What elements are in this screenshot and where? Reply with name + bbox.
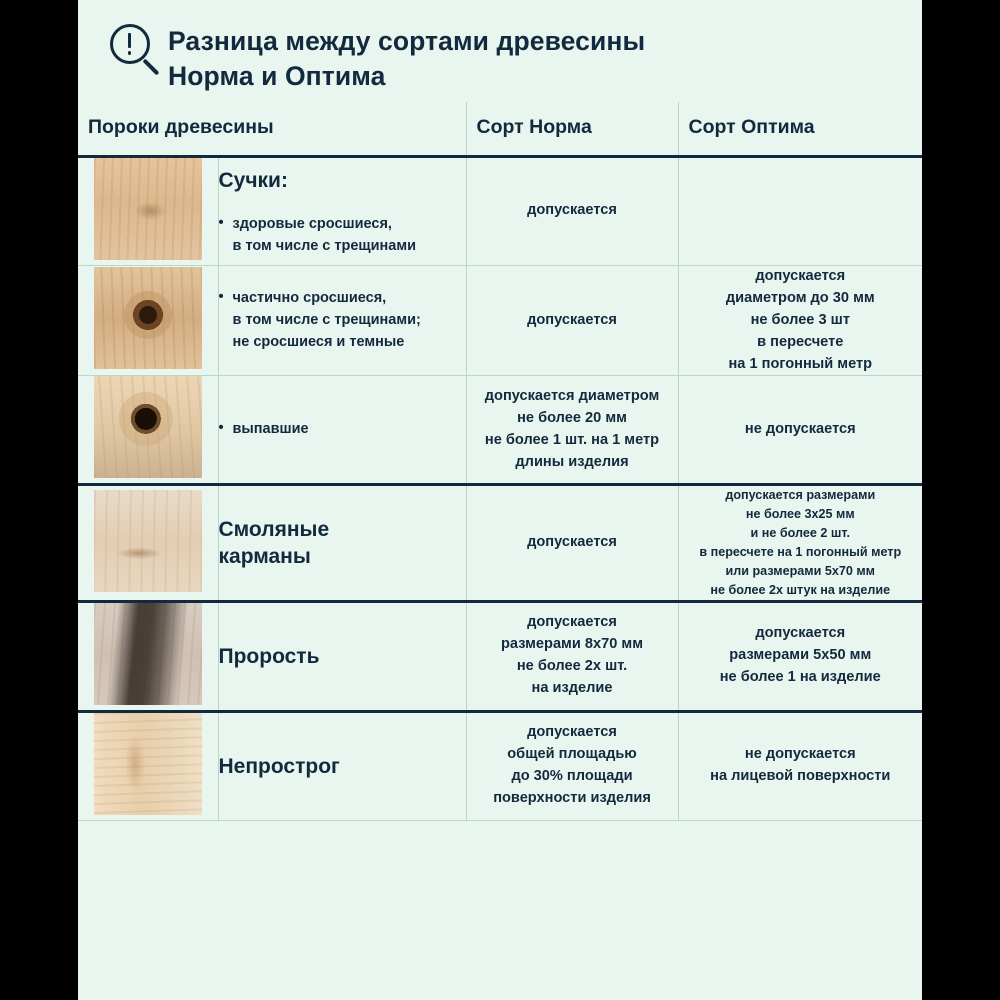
- optima-line: и не более 2 шт.: [750, 526, 850, 541]
- defect-bullet: [219, 288, 466, 353]
- optima-value-cell: [678, 485, 922, 601]
- table-row: [78, 156, 922, 265]
- page-header: [78, 0, 922, 102]
- optima-line: в пересчете на 1 погонный метр: [699, 545, 902, 560]
- optima-line: не более 1 на изделие: [719, 669, 881, 686]
- page-title-line-1: Разница между сортами древесины: [168, 26, 646, 56]
- table-row: [78, 376, 922, 485]
- table-header-row: [78, 102, 922, 157]
- optima-line: не более 2х штук на изделие: [710, 582, 891, 597]
- column-header-norma: Сорт Норма: [466, 102, 678, 157]
- defect-bullet: [219, 419, 466, 441]
- defect-image-cell: [78, 601, 218, 711]
- defect-line: • выпавшие: [232, 421, 309, 438]
- defect-line: • частично сросшиеся,: [232, 290, 387, 307]
- defect-image-cell: [78, 711, 218, 820]
- table-body: [78, 156, 922, 820]
- defect-name-cell: [218, 485, 466, 601]
- norma-line: общей площадью: [507, 746, 637, 763]
- defect-line: в том числе с трещинами: [232, 238, 417, 255]
- optima-line: не допускается: [744, 746, 856, 763]
- defect-name-cell: [218, 601, 466, 711]
- defect-image-cell: [78, 485, 218, 601]
- optima-line: в пересчете: [757, 333, 844, 350]
- defect-line: • здоровые сросшиеся,: [232, 216, 392, 233]
- norma-line: на изделие: [531, 680, 613, 697]
- optima-line: на 1 погонный метр: [728, 355, 873, 372]
- optima-line: на лицевой поверхности: [710, 768, 891, 785]
- defect-image-cell: [78, 265, 218, 375]
- norma-line: не более 1 шт. на 1 метр: [484, 431, 660, 448]
- defect-description-cell: [218, 376, 466, 485]
- table-header: [78, 102, 922, 157]
- norma-value-cell: [466, 711, 678, 820]
- wood-grade-comparison-table: [78, 102, 922, 821]
- norma-line: допускается: [527, 202, 617, 219]
- optima-value-cell: [678, 601, 922, 711]
- optima-line: не более 3 шт: [750, 311, 850, 328]
- wood-resin-pocket-swatch: [94, 490, 202, 592]
- optima-value-cell: [678, 156, 922, 265]
- norma-value-cell: [466, 265, 678, 375]
- defect-name-line: Непрострог: [218, 754, 340, 778]
- optima-line: размерами 5х50 мм: [729, 647, 872, 664]
- norma-line: не более 20 мм: [517, 410, 627, 426]
- norma-line: размерами 8х70 мм: [501, 636, 643, 653]
- table-row: [78, 711, 922, 820]
- defect-image-cell: [78, 156, 218, 265]
- norma-line: допускается: [527, 311, 617, 328]
- page-title-line-2: Норма и Оптима: [168, 60, 386, 91]
- optima-value-cell: [678, 376, 922, 485]
- defect-bullet: [219, 214, 466, 258]
- wood-bark-pocket-swatch: [94, 603, 202, 705]
- defect-line: не сросшиеся и темные: [232, 333, 405, 350]
- optima-line: или размерами 5х70 мм: [725, 563, 876, 578]
- norma-line: допускается диаметром: [484, 388, 660, 405]
- norma-line: допускается: [527, 534, 617, 551]
- defect-image-cell: [78, 376, 218, 485]
- table-row: [78, 485, 922, 601]
- table-row: [78, 265, 922, 375]
- wood-knot-healthy-swatch: [94, 158, 202, 260]
- defect-line: в том числе с трещинами;: [232, 311, 421, 328]
- optima-value-cell: [678, 711, 922, 820]
- optima-line: не более 3х25 мм: [745, 507, 855, 522]
- wood-unplaned-swatch: [94, 713, 202, 815]
- optima-line: допускается: [755, 267, 846, 284]
- infographic-page: [78, 0, 922, 1000]
- norma-line: длины изделия: [515, 453, 629, 470]
- wood-knot-hole-swatch: [94, 376, 202, 478]
- norma-line: не более 2х шт.: [516, 658, 628, 675]
- optima-line: диаметром до 30 мм: [725, 289, 875, 306]
- optima-line: допускается размерами: [725, 488, 876, 503]
- norma-value-cell: [466, 156, 678, 265]
- column-header-defect: Пороки древесины: [78, 102, 466, 157]
- defect-name-line: Прорость: [218, 644, 320, 668]
- defect-group-title: Сучки:: [218, 168, 288, 192]
- norma-line: допускается: [527, 724, 617, 741]
- defect-description-cell: [218, 156, 466, 265]
- norma-line: поверхности изделия: [493, 790, 651, 807]
- optima-line: не допускается: [744, 420, 856, 437]
- defect-name-cell: [218, 711, 466, 820]
- norma-value-cell: [466, 485, 678, 601]
- defect-name-line: карманы: [218, 545, 311, 569]
- norma-line: до 30% площади: [511, 768, 633, 785]
- norma-value-cell: [466, 601, 678, 711]
- optima-line: допускается: [755, 625, 846, 642]
- table-row: [78, 601, 922, 711]
- optima-value-cell: [678, 265, 922, 375]
- column-header-optima: Сорт Оптима: [678, 102, 922, 157]
- norma-value-cell: [466, 376, 678, 485]
- defect-description-cell: [218, 265, 466, 375]
- wood-knot-partial-swatch: [94, 267, 202, 369]
- magnifier-exclamation-icon: [108, 22, 168, 84]
- page-title: [168, 18, 645, 94]
- defect-name-line: Смоляные: [218, 517, 330, 541]
- norma-line: допускается: [527, 614, 617, 631]
